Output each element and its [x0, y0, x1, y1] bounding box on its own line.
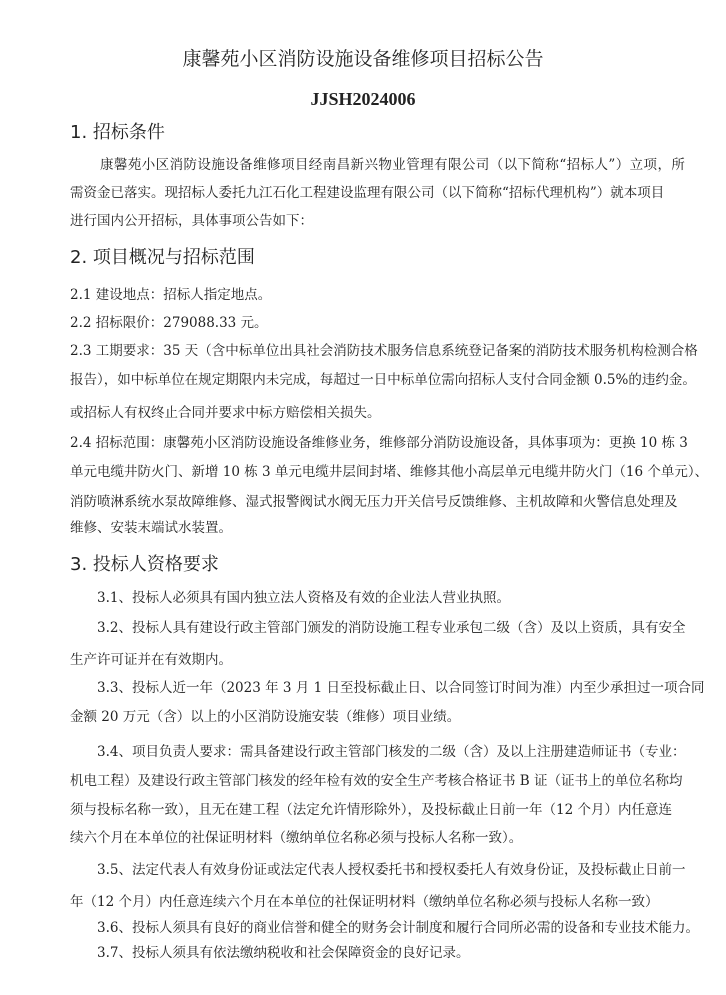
paragraph-line: 续六个月在本单位的社保证明材料（缴纳单位名称必须与投标人名称一致）。 [70, 830, 523, 846]
paragraph-line: 2.4 招标范围：康馨苑小区消防设施设备维修业务，维修部分消防设施设备，具体事项为：更换 10 栋 3 [70, 435, 688, 451]
paragraph-line: 需资金已落实。现招标人委托九江石化工程建设监理有限公司（以下简称“招标代理机构”）就本项目 [70, 185, 665, 201]
section-heading-3: 3. 投标人资格要求 [70, 554, 219, 575]
section-heading-2: 2. 项目概况与招标范围 [70, 247, 255, 268]
paragraph-line: 须与投标名称一致），且无在建工程（法定允许情形除外），及投标截止日前一年（12 个月）内任意连 [70, 802, 672, 818]
paragraph-line: 2.3 工期要求：35 天（含中标单位出具社会消防技术服务信息系统登记备案的消防技术服务机构检测合格 [70, 343, 698, 359]
paragraph-line: 金额 20 万元（含）以上的小区消防设施安装（维修）项目业绩。 [70, 709, 461, 725]
paragraph-line: 3.5、法定代表人有效身份证或法定代表人授权委托书和授权委托人有效身份证，及投标截止日前一 [97, 862, 686, 878]
paragraph-line: 3.4、项目负责人要求：需具备建设行政主管部门核发的二级（含）及以上注册建造师证书（专业： [97, 744, 686, 760]
document-title: 康馨苑小区消防设施设备维修项目招标公告 [182, 48, 544, 70]
paragraph-line: 单元电缆井防火门、新增 10 栋 3 单元电缆井层间封堵、维修其他小高层单元电缆井防火门（16 个单元）、 [70, 464, 709, 480]
paragraph-line: 3.6、投标人须具有良好的商业信誉和健全的财务会计制度和履行合同所必需的设备和专业技术能力。 [97, 920, 699, 936]
paragraph-line: 3.7、投标人须具有依法缴纳税收和社会保障资金的良好记录。 [97, 945, 470, 961]
paragraph-line: 3.3、投标人近一年（2023 年 3 月 1 日至投标截止日、以合同签订时间为准）内至少承担过一项合同 [97, 680, 705, 696]
paragraph-line: 2.1 建设地点：招标人指定地点。 [70, 287, 272, 303]
paragraph-line: 生产许可证并在有效期内。 [70, 652, 232, 668]
paragraph-line: 机电工程）及建设行政主管部门核发的经年检有效的安全生产考核合格证书 B 证（证书上的单位名称均 [70, 773, 683, 789]
paragraph-line: 2.2 招标限价：279088.33 元。 [70, 315, 268, 331]
paragraph-line: 年（12 个月）内任意连续六个月在本单位的社保证明材料（缴纳单位名称必须与投标人名称一致） [70, 894, 659, 910]
paragraph-line: 或招标人有权终止合同并要求中标方赔偿相关损失。 [70, 405, 381, 421]
section-heading-1: 1. 招标条件 [70, 122, 165, 143]
paragraph-line: 消防喷淋系统水泵故障维修、湿式报警阀试水阀无压力开关信号反馈维修、主机故障和火警信息处理及 [70, 494, 678, 510]
project-code: JJSH2024006 [310, 89, 416, 109]
paragraph-line: 3.1、投标人必须具有国内独立法人资格及有效的企业法人营业执照。 [97, 590, 510, 606]
paragraph-line: 报告），如中标单位在规定期限内未完成，每超过一日中标单位需向招标人支付合同金额 0.5%的违约金。 [70, 372, 696, 388]
paragraph-line: 进行国内公开招标，具体事项公告如下： [70, 213, 313, 229]
paragraph-line: 3.2、投标人具有建设行政主管部门颁发的消防设施工程专业承包二级（含）及以上资质，具有安全 [97, 620, 686, 636]
paragraph-line: 维修、安装末端试水装置。 [70, 520, 232, 536]
paragraph-line: 康馨苑小区消防设施设备维修项目经南昌新兴物业管理有限公司（以下简称“招标人”）立项，所 [100, 157, 686, 173]
